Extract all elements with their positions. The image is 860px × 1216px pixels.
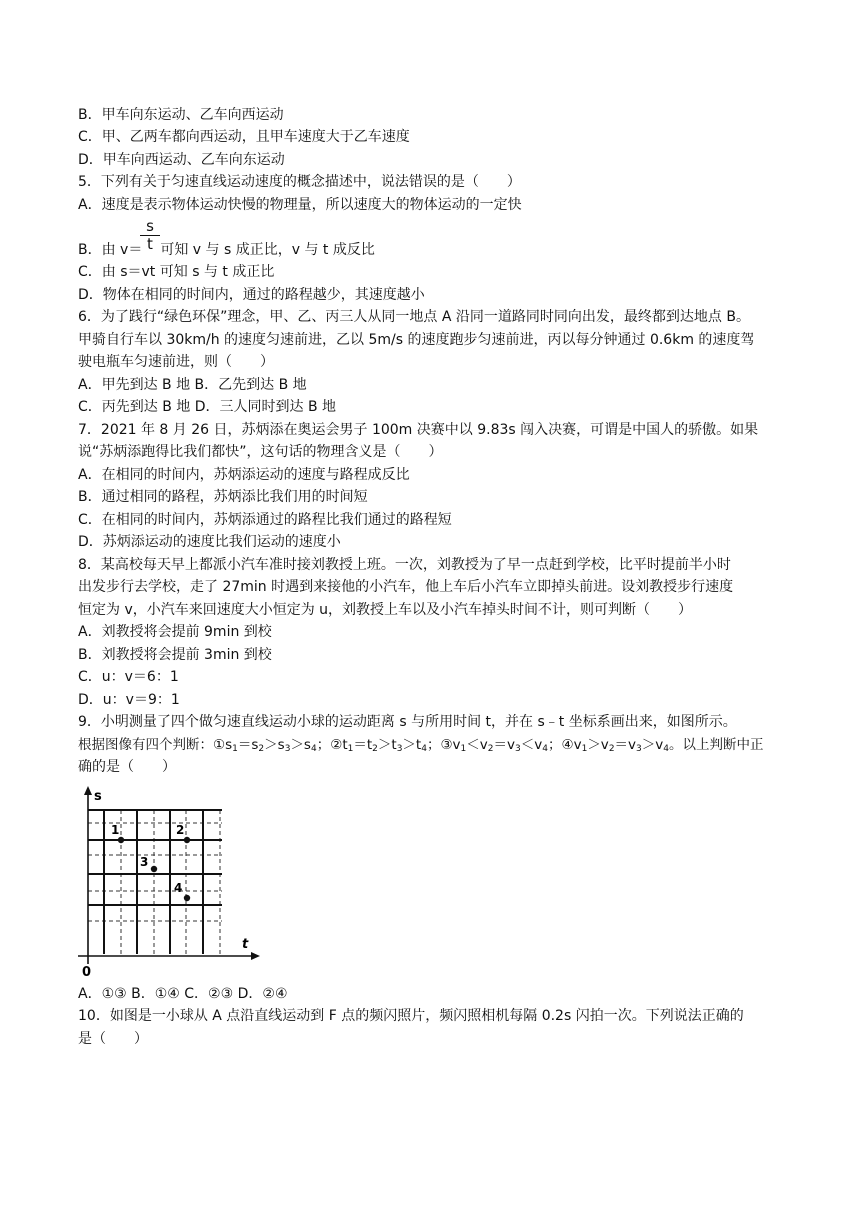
- q8-option-a: A．刘教授将会提前 9min 到校: [78, 624, 272, 640]
- q5-option-a: A．速度是表示物体运动快慢的物理量，所以速度大的物体运动的一定快: [78, 197, 522, 213]
- graph-point-label-2: 2: [176, 823, 185, 837]
- q10-stem-line-1: 10．如图是一小球从 A 点沿直线运动到 F 点的频闪照片，频闪照相机每隔 0.2s 闪拍一次。下列说法正确的: [78, 1008, 744, 1024]
- q5-stem: 5．下列有关于匀速直线运动速度的概念描述中，说法错误的是（ ）: [78, 174, 521, 190]
- origin-label: 0: [82, 965, 92, 980]
- fraction-numerator: s: [140, 218, 160, 236]
- q8-option-d: D．u：v＝9：1: [78, 692, 180, 708]
- q4-option-b: B．甲车向东运动、乙车向西运动: [78, 107, 284, 123]
- q8-stem-line-2: 出发步行去学校，走了 27min 时遇到来接他的小汽车，他上车后小汽车立即掉头前进。设刘教授步行速度: [78, 579, 734, 595]
- x-axis-arrow-icon: [251, 952, 260, 960]
- q9-st-graph: [72, 782, 272, 982]
- y-axis-label: s: [94, 789, 102, 804]
- q9-judgement-intro: 根据图像有四个判断：: [78, 737, 213, 753]
- q5-option-c: C．由 s＝vt 可知 s 与 t 成正比: [78, 264, 275, 280]
- q7-option-d: D．苏炳添运动的速度比我们运动的速度小: [78, 534, 341, 550]
- q9-stem-line-3: 确的是（ ）: [78, 759, 176, 775]
- q9-options: A．①③ B．①④ C．②③ D．②④: [78, 986, 288, 1002]
- x-axis-label: t: [242, 937, 249, 952]
- q9-judgement-1: $①s_1=s_2>s_3>s_4$；: [213, 737, 331, 754]
- q9-stem-line-1: 9．小明测量了四个做匀速直线运动小球的运动距离 s 与所用时间 t，并在 s﹣t 坐标系画出来，如图所示。: [78, 714, 737, 730]
- graph-point-label-1: 1: [111, 823, 120, 837]
- graph-points: [111, 823, 190, 901]
- q5-option-b-suffix: 可知 v 与 s 成正比，v 与 t 成反比: [160, 242, 375, 258]
- q8-stem-line-3: 恒定为 v，小汽车来回速度大小恒定为 u，刘教授上车以及小汽车掉头时间不计，则可判断（ ）: [78, 602, 693, 618]
- q5-option-b-prefix: B．由 v＝: [78, 242, 143, 258]
- q9-judgement-4: $④v_1>v_2=v_3>v_4$。: [561, 737, 683, 754]
- q6-options-ab: A．甲先到达 B 地 B．乙先到达 B 地: [78, 377, 307, 393]
- y-axis-arrow-icon: [84, 786, 92, 795]
- q6-stem-line-3: 驶电瓶车匀速前进，则（ ）: [78, 354, 274, 370]
- q10-stem-line-2: 是（ ）: [78, 1031, 148, 1047]
- q6-stem-line-2: 甲骑自行车以 30km/h 的速度匀速前进，乙以 5m/s 的速度跑步匀速前进，丙以每分钟通过 0.6km 的速度驾: [78, 332, 755, 348]
- q5-option-b: [78, 240, 790, 260]
- q6-options-cd: C．丙先到达 B 地 D．三人同时到达 B 地: [78, 399, 337, 415]
- q7-option-a: A．在相同的时间内，苏炳添运动的速度与路程成反比: [78, 467, 410, 483]
- q5-option-d: D．物体在相同的时间内，通过的路程越少，其速度越小: [78, 287, 425, 303]
- q7-option-c: C．在相同的时间内，苏炳添通过的路程比我们通过的路程短: [78, 512, 452, 528]
- q9-judgement-2: $②t_1=t_2>t_3>t_4$；: [330, 737, 441, 754]
- graph-point-3: [151, 866, 157, 872]
- graph-point-1: [118, 837, 124, 843]
- q9-judgement-3: $③v_1<v_2=v_3<v_4$；: [440, 737, 562, 754]
- q7-option-b: B．通过相同的路程，苏炳添比我们用的时间短: [78, 489, 368, 505]
- q9-stem-line-2: [78, 735, 790, 759]
- q8-option-b: B．刘教授将会提前 3min 到校: [78, 647, 272, 663]
- q7-stem-line-1: 7．2021 年 8 月 26 日，苏炳添在奥运会男子 100m 决赛中以 9.83s 闯入决赛，可谓是中国人的骄傲。如果: [78, 422, 759, 438]
- q8-option-c: C．u：v＝6：1: [78, 669, 179, 685]
- graph-point-label-4: 4: [174, 881, 183, 895]
- graph-solid-lines: [88, 810, 222, 954]
- graph-point-4: [184, 895, 190, 901]
- q4-option-d: D．甲车向西运动、乙车向东运动: [78, 152, 285, 168]
- graph-grid: [88, 810, 222, 954]
- graph-point-2: [184, 837, 190, 843]
- q4-option-c: C．甲、乙两车都向西运动，且甲车速度大于乙车速度: [78, 129, 410, 145]
- q7-stem-line-2: 说“苏炳添跑得比我们都快”，这句话的物理含义是（ ）: [78, 444, 443, 460]
- q9-stem-tail: 以上判断中正: [682, 737, 764, 753]
- q6-stem-line-1: 6．为了践行“绿色环保”理念，甲、乙、丙三人从同一地点 A 沿同一道路同时同向出发，最终都到达地点 B。: [78, 309, 750, 325]
- fraction-denominator: t: [147, 235, 153, 253]
- graph-point-label-3: 3: [140, 855, 149, 869]
- q8-stem-line-1: 8．某高校每天早上都派小汽车准时接刘教授上班。一次，刘教授为了早一点赶到学校，比平时提前半小时: [78, 557, 731, 573]
